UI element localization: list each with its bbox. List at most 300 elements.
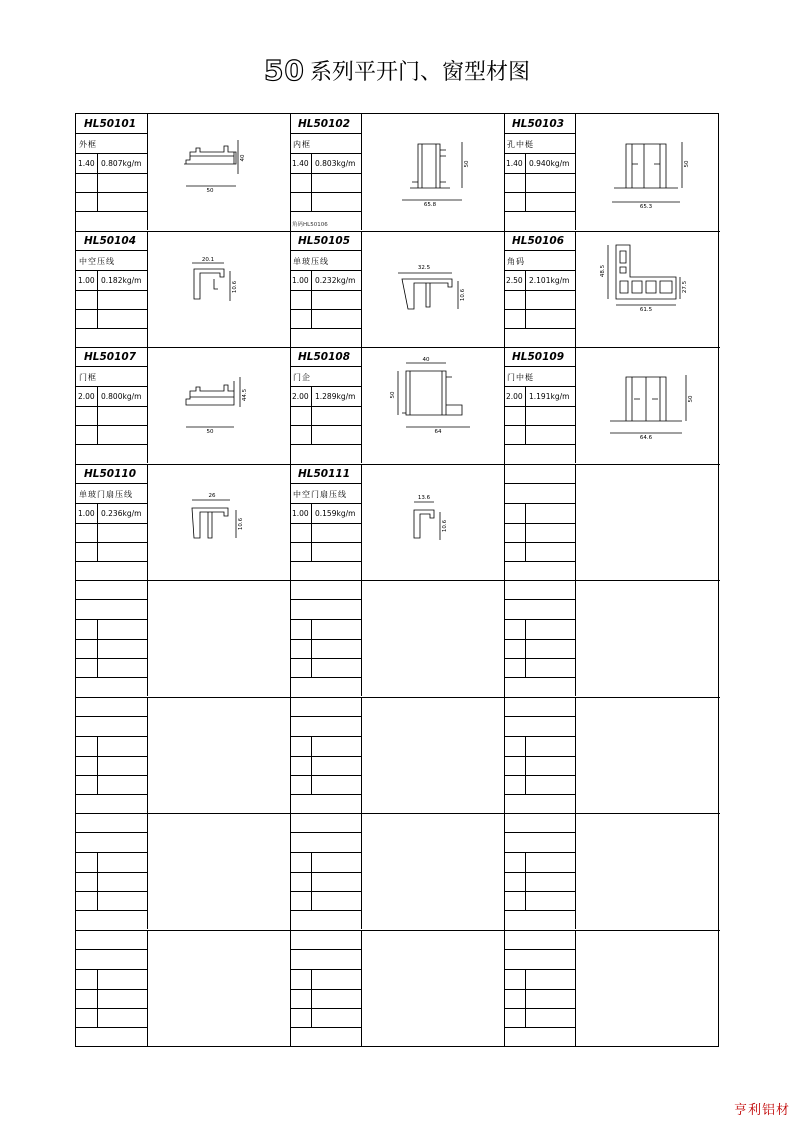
info-row xyxy=(504,543,575,562)
info-row xyxy=(76,291,147,310)
info-row xyxy=(504,193,575,212)
grid-col-divider xyxy=(504,114,505,1046)
info-row xyxy=(76,697,147,717)
product-name: 角码 xyxy=(507,256,525,266)
info-row xyxy=(290,310,361,329)
thickness-cell xyxy=(504,737,526,756)
product-code: HL50108 xyxy=(298,351,351,363)
info-row xyxy=(76,464,147,484)
dimension-label: 40 xyxy=(422,357,430,363)
info-row xyxy=(504,833,575,853)
dimension-label: 48.5 xyxy=(600,264,606,277)
thickness-cell xyxy=(504,291,526,309)
info-row xyxy=(290,504,361,524)
info-row xyxy=(76,114,147,134)
profile-section-svg xyxy=(148,114,290,230)
info-row xyxy=(504,231,575,251)
product-cell xyxy=(76,697,290,814)
product-info-column xyxy=(290,813,362,929)
product-info-column xyxy=(76,813,148,929)
info-row xyxy=(504,659,575,678)
info-row xyxy=(504,892,575,911)
product-name: 中空门扇压线 xyxy=(293,489,347,499)
info-row xyxy=(76,1009,147,1028)
info-row xyxy=(76,367,147,387)
unit-weight: 2.101kg/m xyxy=(529,275,570,285)
thickness-cell xyxy=(504,620,526,639)
profile-drawing xyxy=(148,347,290,463)
info-row xyxy=(290,970,361,990)
thickness-cell xyxy=(290,174,312,192)
info-row xyxy=(290,1009,361,1028)
info-row xyxy=(504,347,575,367)
grid-row-divider xyxy=(76,231,720,232)
info-row xyxy=(504,950,575,970)
product-cell xyxy=(290,580,504,697)
info-row xyxy=(504,853,575,873)
profile-catalog-table xyxy=(75,113,719,1047)
thickness-cell xyxy=(290,640,312,658)
info-row xyxy=(504,776,575,795)
product-cell xyxy=(290,464,504,581)
thickness-cell xyxy=(504,543,526,561)
info-row xyxy=(76,251,147,271)
product-info-column xyxy=(76,697,148,813)
info-row xyxy=(504,134,575,154)
thickness-cell xyxy=(76,291,98,309)
dimension-label: 50 xyxy=(464,160,470,168)
product-info-column xyxy=(76,580,148,696)
thickness-cell xyxy=(504,407,526,425)
info-row xyxy=(290,271,361,291)
info-row xyxy=(504,310,575,329)
info-row xyxy=(290,813,361,833)
profile-drawing xyxy=(576,347,718,463)
profile-section-svg xyxy=(576,114,718,230)
info-row xyxy=(76,737,147,757)
info-row xyxy=(290,833,361,853)
info-row xyxy=(76,757,147,776)
info-row xyxy=(290,620,361,640)
dimension-label: 50 xyxy=(688,395,694,403)
info-row xyxy=(504,930,575,950)
wall-thickness: 1.00 xyxy=(78,508,95,518)
info-row xyxy=(504,154,575,174)
thickness-cell xyxy=(504,659,526,677)
info-row xyxy=(504,524,575,543)
info-row xyxy=(504,484,575,504)
thickness-cell xyxy=(76,174,98,192)
info-row xyxy=(76,580,147,600)
product-info-column xyxy=(76,231,148,347)
info-row xyxy=(76,833,147,853)
dimension-label: 32.5 xyxy=(417,264,431,271)
thickness-cell xyxy=(76,990,98,1008)
info-row xyxy=(290,737,361,757)
product-cell xyxy=(76,347,290,464)
product-info-column xyxy=(504,580,576,696)
info-row xyxy=(504,291,575,310)
info-row xyxy=(76,387,147,407)
thickness-cell xyxy=(504,174,526,192)
dimension-label: 61.5 xyxy=(639,306,653,313)
info-row xyxy=(76,717,147,737)
info-row xyxy=(504,504,575,524)
thickness-cell xyxy=(290,426,312,444)
dimension-label: 50 xyxy=(390,391,396,399)
dimension-label: 64.6 xyxy=(639,435,653,441)
thickness-cell xyxy=(504,873,526,891)
info-row xyxy=(504,757,575,776)
thickness-cell xyxy=(504,853,526,872)
profile-section-svg xyxy=(362,114,504,230)
profile-drawing xyxy=(148,464,290,580)
info-row xyxy=(290,291,361,310)
product-cell xyxy=(290,930,504,1047)
grid-col-divider xyxy=(290,114,291,1046)
title-prefix: 50 xyxy=(263,54,305,87)
product-info-column xyxy=(76,464,148,580)
dimension-label: 20.1 xyxy=(201,256,215,263)
dimension-label: 44.5 xyxy=(242,388,248,402)
profile-section-svg xyxy=(576,347,718,463)
grid-row-divider xyxy=(76,930,720,931)
thickness-cell xyxy=(504,524,526,542)
info-row xyxy=(290,640,361,659)
info-row xyxy=(76,524,147,543)
unit-weight: 0.159kg/m xyxy=(315,508,356,518)
profile-section-svg xyxy=(148,464,290,580)
product-name: 外框 xyxy=(79,140,97,149)
thickness-cell xyxy=(290,193,312,211)
product-info-column xyxy=(76,114,148,230)
info-row xyxy=(76,347,147,367)
product-cell xyxy=(76,813,290,930)
profile-section-svg xyxy=(148,347,290,463)
info-row xyxy=(504,251,575,271)
thickness-cell xyxy=(290,990,312,1008)
info-row xyxy=(504,580,575,600)
info-row xyxy=(76,407,147,426)
wall-thickness: 1.00 xyxy=(292,508,309,518)
unit-weight: 0.800kg/m xyxy=(101,392,142,401)
product-name: 门中梃 xyxy=(507,373,534,382)
info-row xyxy=(76,504,147,524)
product-cell xyxy=(76,464,290,581)
thickness-cell xyxy=(76,193,98,211)
info-row xyxy=(504,1009,575,1028)
info-row xyxy=(290,990,361,1009)
product-info-column xyxy=(504,813,576,929)
unit-weight: 0.803kg/m xyxy=(315,159,356,168)
thickness-cell xyxy=(290,310,312,328)
thickness-cell xyxy=(76,757,98,775)
profile-section-svg xyxy=(362,347,504,463)
thickness-cell xyxy=(504,504,526,523)
info-row xyxy=(76,776,147,795)
product-info-column xyxy=(290,697,362,813)
profile-drawing xyxy=(148,231,290,347)
wall-thickness: 2.00 xyxy=(78,392,95,401)
info-row xyxy=(290,659,361,678)
profile-drawing xyxy=(576,231,718,347)
product-cell xyxy=(504,697,718,814)
product-name: 孔中梃 xyxy=(507,140,534,149)
product-info-column xyxy=(76,930,148,1046)
info-row xyxy=(76,600,147,620)
page-title xyxy=(0,54,794,87)
product-info-column xyxy=(290,347,362,463)
dimension-label: 13.6 xyxy=(417,494,431,501)
info-row xyxy=(290,484,361,504)
product-name: 单玻压线 xyxy=(293,256,329,266)
info-row xyxy=(290,717,361,737)
info-row xyxy=(290,387,361,407)
product-code: HL50109 xyxy=(512,351,565,363)
info-row xyxy=(290,134,361,154)
info-row xyxy=(504,640,575,659)
thickness-cell xyxy=(76,970,98,989)
info-row xyxy=(76,813,147,833)
thickness-cell xyxy=(76,620,98,639)
thickness-cell xyxy=(76,853,98,872)
info-row xyxy=(504,114,575,134)
thickness-cell xyxy=(504,640,526,658)
product-code: HL50107 xyxy=(84,351,137,363)
info-row xyxy=(290,697,361,717)
info-row xyxy=(504,990,575,1009)
product-cell xyxy=(290,347,504,464)
info-row xyxy=(76,892,147,911)
info-row xyxy=(76,134,147,154)
info-row xyxy=(76,193,147,212)
info-row xyxy=(76,620,147,640)
info-row xyxy=(504,600,575,620)
info-row xyxy=(504,873,575,892)
thickness-cell xyxy=(76,543,98,561)
product-name: 单玻门扇压线 xyxy=(79,489,133,499)
dimension-label: 26 xyxy=(208,492,216,499)
info-row xyxy=(290,600,361,620)
info-row xyxy=(76,484,147,504)
thickness-cell xyxy=(504,970,526,989)
info-row xyxy=(76,640,147,659)
thickness-cell xyxy=(504,990,526,1008)
thickness-cell xyxy=(290,776,312,794)
wall-thickness: 2.50 xyxy=(506,275,523,285)
profile-drawing xyxy=(362,347,504,463)
product-cell xyxy=(504,580,718,697)
profile-drawing xyxy=(576,114,718,230)
product-cell xyxy=(76,114,290,231)
thickness-cell xyxy=(290,291,312,309)
thickness-cell xyxy=(76,1009,98,1027)
thickness-cell xyxy=(504,757,526,775)
product-info-column xyxy=(290,114,362,230)
product-code: HL50103 xyxy=(512,118,565,130)
product-name: 内框 xyxy=(293,140,311,149)
profile-drawing xyxy=(362,464,504,580)
product-code: HL50102 xyxy=(298,118,351,130)
wall-thickness: 1.40 xyxy=(78,159,95,168)
grid-row-divider xyxy=(76,464,720,465)
info-row xyxy=(290,543,361,562)
wall-thickness: 2.00 xyxy=(506,392,523,401)
wall-thickness: 1.00 xyxy=(78,275,95,285)
info-row xyxy=(290,231,361,251)
dimension-label: 10.6 xyxy=(232,280,238,293)
product-code: HL50101 xyxy=(84,118,137,130)
info-row xyxy=(76,310,147,329)
thickness-cell xyxy=(504,1009,526,1027)
info-row xyxy=(76,426,147,445)
product-info-column xyxy=(504,464,576,580)
product-cell xyxy=(504,813,718,930)
product-cell xyxy=(290,231,504,348)
info-row xyxy=(76,174,147,193)
product-code: HL50111 xyxy=(298,467,351,480)
product-info-column xyxy=(290,930,362,1046)
product-name: 门框 xyxy=(79,373,97,382)
grid-row-divider xyxy=(76,813,720,814)
info-row xyxy=(290,426,361,445)
info-row xyxy=(76,990,147,1009)
info-row xyxy=(504,426,575,445)
dimension-label: 27.5 xyxy=(682,280,688,293)
product-info-column xyxy=(76,347,148,463)
thickness-cell xyxy=(76,524,98,542)
info-row xyxy=(504,620,575,640)
product-code: HL50105 xyxy=(298,234,351,247)
info-row xyxy=(290,524,361,543)
brand-stamp: 亨利铝材 xyxy=(733,1103,790,1118)
product-name: 中空压线 xyxy=(79,256,115,266)
profile-section-svg xyxy=(576,231,718,347)
product-cell xyxy=(504,114,718,231)
dimension-label: 50 xyxy=(684,160,690,168)
info-row xyxy=(290,407,361,426)
unit-weight: 0.182kg/m xyxy=(101,275,142,285)
thickness-cell xyxy=(76,426,98,444)
title-text: 系列平开门、窗型材图 xyxy=(310,60,531,85)
dimension-label: 40 xyxy=(240,154,246,162)
info-row xyxy=(76,154,147,174)
info-row xyxy=(504,697,575,717)
product-cell xyxy=(76,231,290,348)
unit-weight: 0.940kg/m xyxy=(529,159,570,168)
info-row xyxy=(504,970,575,990)
product-cell xyxy=(290,114,504,231)
thickness-cell xyxy=(290,659,312,677)
info-row xyxy=(290,154,361,174)
thickness-cell xyxy=(76,892,98,910)
thickness-cell xyxy=(290,970,312,989)
thickness-cell xyxy=(76,873,98,891)
thickness-cell xyxy=(504,892,526,910)
info-row xyxy=(504,271,575,291)
product-info-column xyxy=(290,580,362,696)
info-row xyxy=(290,347,361,367)
thickness-cell xyxy=(504,310,526,328)
product-code: HL50106 xyxy=(512,234,565,247)
product-cell xyxy=(290,813,504,930)
thickness-cell xyxy=(290,524,312,542)
info-row xyxy=(504,717,575,737)
product-note: 角码HL50106 xyxy=(292,222,328,228)
grid-row-divider xyxy=(76,347,720,348)
dimension-label: 65.3 xyxy=(639,204,653,210)
profile-drawing xyxy=(148,114,290,230)
thickness-cell xyxy=(76,407,98,425)
info-row xyxy=(290,174,361,193)
product-info-column xyxy=(290,231,362,347)
thickness-cell xyxy=(290,737,312,756)
profile-section-svg xyxy=(362,231,504,347)
thickness-cell xyxy=(290,543,312,561)
product-info-column xyxy=(504,697,576,813)
unit-weight: 0.232kg/m xyxy=(315,275,356,285)
info-row xyxy=(290,930,361,950)
product-name: 门企 xyxy=(293,373,311,382)
info-row xyxy=(504,464,575,484)
dimension-label: 50 xyxy=(206,188,214,194)
info-row xyxy=(504,407,575,426)
thickness-cell xyxy=(504,776,526,794)
product-cell xyxy=(504,464,718,581)
thickness-cell xyxy=(76,640,98,658)
info-row xyxy=(290,367,361,387)
grid-row-divider xyxy=(76,580,720,581)
info-row xyxy=(76,873,147,892)
info-row xyxy=(76,853,147,873)
info-row xyxy=(290,193,361,212)
unit-weight: 0.807kg/m xyxy=(101,159,142,168)
product-info-column xyxy=(290,464,362,580)
info-row xyxy=(290,776,361,795)
product-info-column xyxy=(504,930,576,1046)
info-row xyxy=(290,251,361,271)
info-row xyxy=(290,873,361,892)
profile-section-svg xyxy=(362,464,504,580)
profile-drawing xyxy=(362,231,504,347)
dimension-label: 64 xyxy=(434,429,442,435)
wall-thickness: 2.00 xyxy=(292,392,309,401)
info-row xyxy=(504,813,575,833)
info-row xyxy=(290,853,361,873)
product-cell xyxy=(76,930,290,1047)
info-row xyxy=(290,114,361,134)
thickness-cell xyxy=(290,1009,312,1027)
grid-row-divider xyxy=(76,697,720,698)
info-row xyxy=(504,174,575,193)
info-row xyxy=(290,950,361,970)
thickness-cell xyxy=(504,426,526,444)
info-row xyxy=(504,737,575,757)
product-info-column xyxy=(504,231,576,347)
product-info-column xyxy=(504,347,576,463)
thickness-cell xyxy=(290,757,312,775)
thickness-cell xyxy=(76,659,98,677)
info-row xyxy=(290,580,361,600)
dimension-label: 65.8 xyxy=(423,202,437,208)
wall-thickness: 1.40 xyxy=(506,159,523,168)
info-row xyxy=(76,231,147,251)
unit-weight: 1.191kg/m xyxy=(529,392,570,401)
product-cell xyxy=(76,580,290,697)
info-row xyxy=(504,367,575,387)
info-row xyxy=(76,970,147,990)
info-row xyxy=(76,930,147,950)
